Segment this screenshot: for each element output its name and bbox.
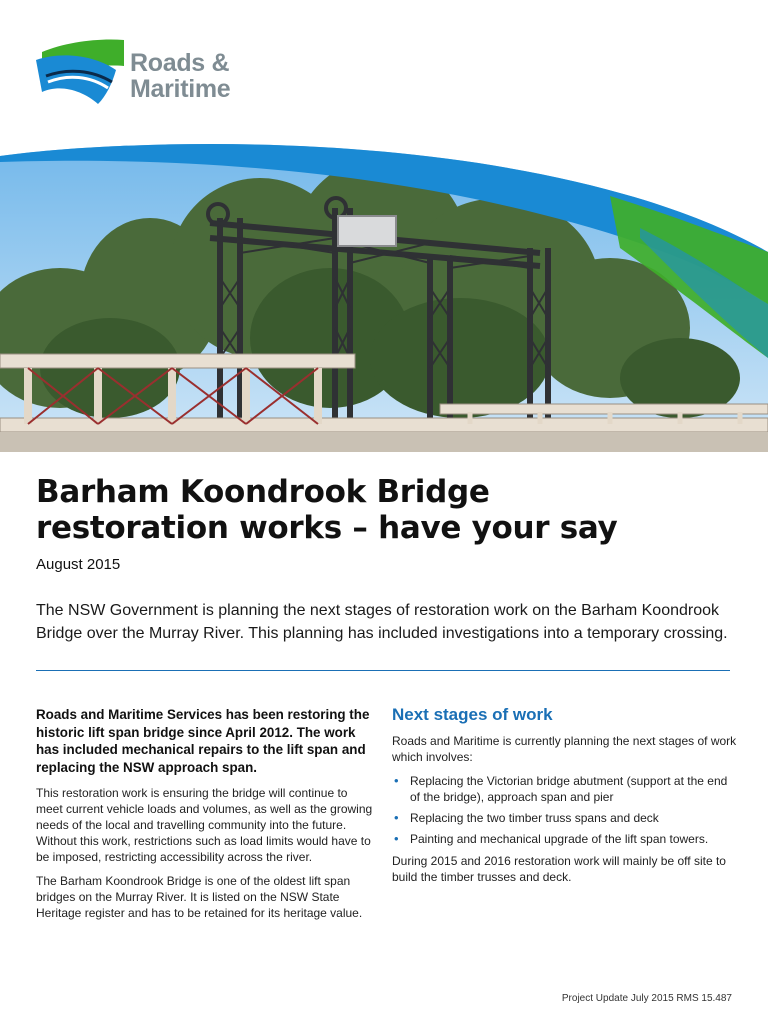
title-line-1: Barham Koondrook Bridge (36, 474, 490, 510)
body-paragraph: The Barham Koondrook Bridge is one of the oldest lift span bridges on the Murray River. It is listed on the NSW State Heritage register and has to be retained for its heritage value. (36, 874, 363, 920)
list-item-text: Replacing the Victorian bridge abutment (support at the end of the bridge), approach span and pier (410, 774, 728, 804)
bridge-photo-illustration (0, 128, 768, 452)
next-stages-heading: Next stages of work (392, 705, 553, 724)
list-item (392, 773, 737, 805)
logo-wordmark (130, 50, 230, 102)
closing-paragraph: During 2015 and 2016 restoration work will mainly be off site to build the timber trusses and deck. (392, 854, 726, 884)
intro-paragraph: The NSW Government is planning the next stages of restoration work on the Barham Koondrook Bridge over the Murray River. This planning has included investigations into a temporary crossing. (36, 602, 728, 642)
next-stages-list (392, 773, 737, 847)
logo-text-line1: Roads & (130, 49, 230, 77)
body-paragraph: This restoration work is ensuring the bridge will continue to meet current vehicle loads and volumes, as well as the growing needs of the local and travelling community into the future. Without this work, restrictions such as load limits would have to be imposed, restricting accessibility across the river. (36, 786, 373, 864)
list-item (392, 831, 737, 847)
logo-swoosh-icon (36, 38, 126, 106)
page-title (36, 474, 736, 546)
left-column (36, 706, 376, 929)
bullet-icon: • (394, 773, 399, 788)
section-divider (36, 670, 730, 671)
publication-date: August 2015 (36, 556, 121, 573)
hero-bridge-photo (0, 128, 768, 452)
next-stages-intro: Roads and Maritime is currently planning the next stages of work which involves: (392, 734, 737, 764)
footer-project-update: Project Update July 2015 RMS 15.487 (561, 993, 732, 1004)
right-column (392, 705, 737, 893)
title-line-2: restoration works – have your say (36, 510, 618, 546)
lead-paragraph: Roads and Maritime Services has been restoring the historic lift span bridge since April 2012. The work has included mechanical repairs to the lift span and replacing the NSW approach span. (36, 707, 370, 775)
list-item-text: Painting and mechanical upgrade of the lift span towers. (410, 832, 709, 846)
bullet-icon: • (394, 831, 399, 846)
roads-maritime-logo (36, 38, 256, 108)
list-item (392, 810, 737, 826)
logo-text-line2: Maritime (130, 75, 231, 103)
bullet-icon: • (394, 810, 399, 825)
list-item-text: Replacing the two timber truss spans and deck (410, 811, 659, 825)
